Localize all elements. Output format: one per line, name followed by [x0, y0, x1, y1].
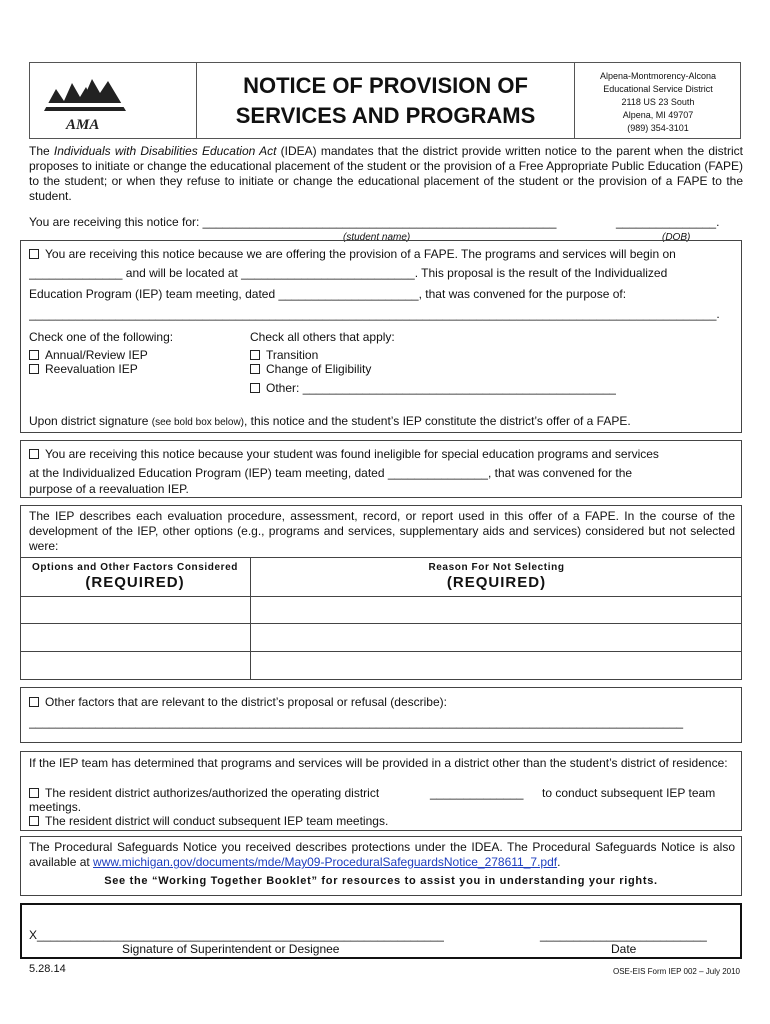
form-version: 5.28.14	[29, 963, 66, 975]
district-subname: Educational Service District	[603, 84, 713, 94]
signature-x-mark: X	[29, 928, 38, 942]
options-cell-r3c2[interactable]	[251, 652, 741, 679]
change-eligibility-checkbox[interactable]	[250, 364, 260, 374]
options-col2-required: (REQUIRED)	[446, 574, 547, 591]
residence-option-1: The resident district authorizes/authorized the operating district	[29, 786, 379, 801]
options-col2-header: Reason For Not Selecting	[428, 562, 565, 573]
receiving-label: You are receiving this notice for:	[29, 215, 203, 229]
other-factors-checkbox[interactable]	[29, 697, 39, 707]
procedural-safeguards-link[interactable]: www.michigan.gov/documents/mde/May09-ProceduralSafeguardsNotice_278611_7.pdf	[93, 855, 558, 869]
operating-district-field[interactable]: ______________	[430, 786, 524, 800]
transition-option[interactable]: Transition	[250, 348, 318, 363]
intro-paragraph: The Individuals with Disabilities Education Act (IDEA) mandates that the district provide written notice to the parent when the district proposes to initiate or change the educational placement of the student or the provision of a Free Appropriate Public Education (FAPE) to the student; or when they refuse to initiate or change the educational placement of the student or the provision of a FAPE to the student.	[29, 144, 744, 203]
ineligible-line-3: purpose of a reevaluation IEP.	[29, 482, 189, 496]
signature-field[interactable]: _____________________________________________________________	[37, 928, 445, 942]
working-together-note: See the “Working Together Booklet” for resources to assist you in understanding your rights.	[104, 875, 658, 887]
signature-caption: Signature of Superintendent or Designee	[122, 942, 340, 956]
ineligible-line-1: You are receiving this notice because your student was found ineligible for special education programs and services	[29, 447, 739, 462]
annual-review-checkbox[interactable]	[29, 350, 39, 360]
student-name-field[interactable]: _____________________________________________________	[202, 215, 557, 229]
signature-line[interactable]	[29, 928, 444, 943]
district-name: Alpena-Montmorency-Alcona	[599, 71, 717, 81]
other-option[interactable]: Other: _______________________________________________	[250, 381, 616, 396]
check-all-label: Check all others that apply:	[250, 330, 395, 344]
dob-field[interactable]: _______________.	[616, 215, 720, 229]
options-col1-header: Options and Other Factors Considered	[31, 562, 239, 573]
other-checkbox[interactable]	[250, 383, 260, 393]
form-number: OSE-EIS Form IEP 002 – July 2010	[612, 967, 740, 976]
district-city: Alpena, MI 49707	[622, 110, 694, 120]
dob-caption: (DOB)	[662, 232, 691, 243]
ineligible-line-2[interactable]: at the Individualized Education Program (IEP) team meeting, dated _______________, that was convened for the	[29, 466, 633, 480]
options-cell-r1c1[interactable]	[21, 597, 250, 623]
logo-band	[44, 103, 126, 107]
options-cell-r1c2[interactable]	[251, 597, 741, 623]
resident-authorizes-checkbox[interactable]	[29, 788, 39, 798]
logo-text: AMA	[66, 117, 100, 133]
fape-line-1: You are receiving this notice because we are offering the provision of a FAPE. The programs and services will begin on	[29, 247, 739, 262]
residence-paragraph: If the IEP team has determined that programs and services will be provided in a district other than the student’s district of residence:	[29, 756, 728, 770]
form-title-line-2: SERVICES AND PROGRAMS	[235, 103, 536, 128]
district-street: 2118 US 23 South	[621, 97, 695, 107]
district-address	[575, 70, 741, 135]
residence-option-1-end: to conduct subsequent IEP team	[542, 786, 716, 800]
fape-line-3[interactable]: Education Program (IEP) team meeting, dated _____________________, that was convened for the purpose of:	[29, 287, 627, 301]
other-factors-line: Other factors that are relevant to the district’s proposal or refusal (describe):	[29, 695, 739, 710]
date-caption: Date	[611, 942, 637, 956]
annual-review-option[interactable]: Annual/Review IEP	[29, 348, 148, 363]
options-paragraph: The IEP describes each evaluation procedure, assessment, record, or report used in this offer of a FAPE. In the course of the development of the IEP, other options (e.g., programs and services, supplementary aids and services) considered but not selected were:	[29, 509, 735, 553]
fape-purpose-line[interactable]: _______________________________________________________________________________________________________.	[29, 307, 720, 321]
residence-option-1-cont: meetings.	[29, 800, 82, 814]
form-title-line-1: NOTICE OF PROVISION OF	[243, 73, 528, 98]
options-cell-r2c2[interactable]	[251, 624, 741, 651]
date-field[interactable]: _________________________	[540, 928, 707, 942]
ama-logo	[42, 73, 128, 133]
fape-offer-checkbox[interactable]	[29, 249, 39, 259]
other-field[interactable]: _______________________________________________	[302, 381, 617, 395]
check-one-label: Check one of the following:	[29, 330, 174, 344]
transition-checkbox[interactable]	[250, 350, 260, 360]
district-offer-line: Upon district signature (see bold box below), this notice and the student’s IEP constitute the district’s offer of a FAPE.	[29, 414, 631, 428]
reevaluation-checkbox[interactable]	[29, 364, 39, 374]
student-name-caption: (student name)	[343, 232, 411, 243]
change-eligibility-option[interactable]: Change of Eligibility	[250, 362, 371, 377]
options-table-top-border	[20, 557, 742, 558]
district-phone: (989) 354-3101	[627, 123, 689, 133]
options-col1-required: (REQUIRED)	[85, 574, 185, 591]
reevaluation-option[interactable]: Reevaluation IEP	[29, 362, 138, 377]
options-cell-r3c1[interactable]	[21, 652, 250, 679]
fape-line-2[interactable]: ______________ and will be located at __________________________. This proposal is the result of the Individualized	[29, 266, 668, 280]
safeguards-paragraph: The Procedural Safeguards Notice you received describes protections under the IDEA. The Procedural Safeguards Notice is also available at www.michigan.gov/documents/mde/May09-ProceduralSafeguardsNotice_278611_7.pdf.	[29, 840, 735, 869]
resident-conducts-checkbox[interactable]	[29, 816, 39, 826]
idea-act-name: Individuals with Disabilities Education Act	[53, 144, 277, 158]
other-factors-field[interactable]: __________________________________________________________________________________________________	[29, 715, 684, 729]
ineligible-checkbox[interactable]	[29, 449, 39, 459]
options-cell-r2c1[interactable]	[21, 624, 250, 651]
residence-option-2: The resident district will conduct subsequent IEP team meetings.	[29, 814, 388, 829]
